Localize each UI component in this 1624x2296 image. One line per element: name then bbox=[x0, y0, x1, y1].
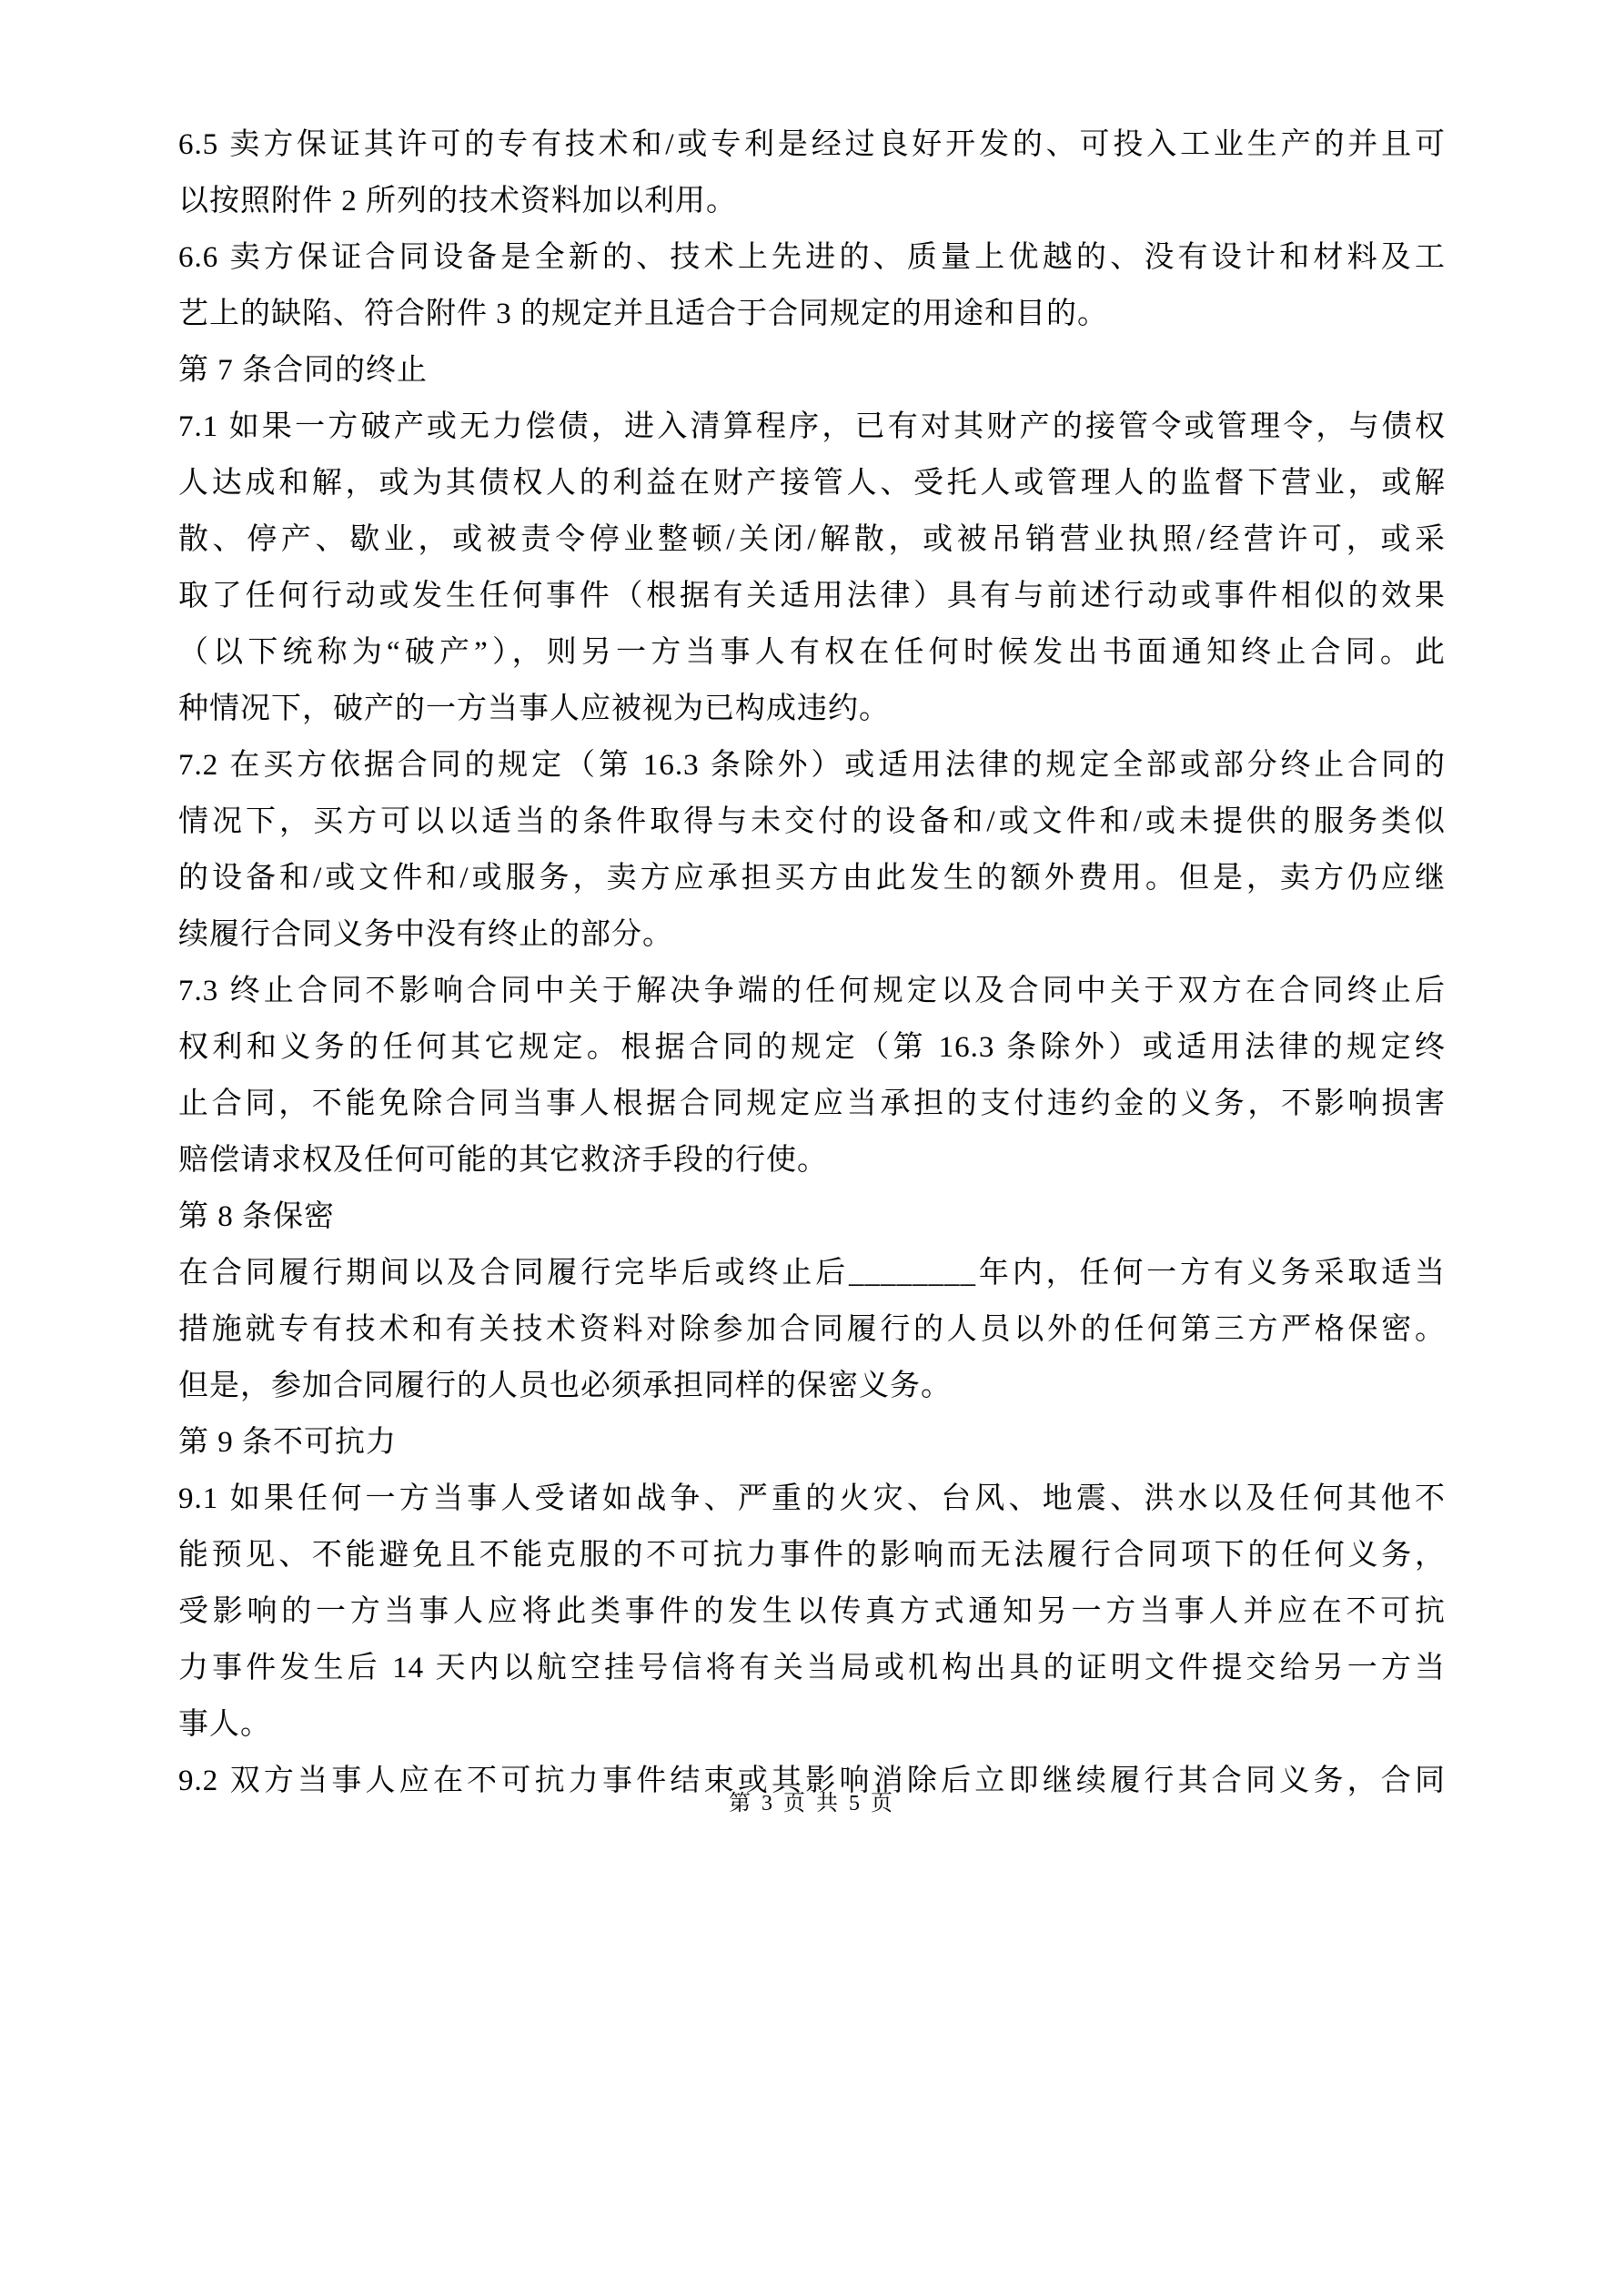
page-footer bbox=[0, 1785, 1624, 1822]
text-line: 6.5 卖方保证其许可的专有技术和/或专利是经过良好开发的、可投入工业生产的并且可 bbox=[178, 128, 1446, 161]
text-line: 力事件发生后 14 天内以航空挂号信将有关当局或机构出具的证明文件提交给另一方当 bbox=[178, 1652, 1446, 1684]
text-line: 第 7 条合同的终止 bbox=[178, 354, 428, 387]
page-number: 第 3 页 共 5 页 bbox=[729, 1792, 895, 1816]
text-line: 受影响的一方当事人应将此类事件的发生以传真方式通知另一方当事人并应在不可抗 bbox=[178, 1595, 1446, 1628]
text-line: 6.6 卖方保证合同设备是全新的、技术上先进的、质量上优越的、没有设计和材料及工 bbox=[178, 241, 1446, 274]
text-line: 7.1 如果一方破产或无力偿债，进入清算程序，已有对其财产的接管令或管理令，与债权 bbox=[178, 410, 1446, 443]
text-line: 第 9 条不可抗力 bbox=[178, 1426, 397, 1459]
text-line: 散、停产、歇业，或被责令停业整顿/关闭/解散，或被吊销营业执照/经营许可，或采 bbox=[178, 523, 1446, 556]
text-line: 事人。 bbox=[178, 1708, 271, 1741]
text-line: 7.2 在买方依据合同的规定（第 16.3 条除外）或适用法律的规定全部或部分终止合同的 bbox=[178, 749, 1446, 782]
contract-body bbox=[178, 116, 1446, 1809]
text-line: 人达成和解，或为其债权人的利益在财产接管人、受托人或管理人的监督下营业，或解 bbox=[178, 467, 1446, 500]
text-line: 能预见、不能避免且不能克服的不可抗力事件的影响而无法履行合同项下的任何义务， bbox=[178, 1539, 1446, 1572]
text-line: 止合同，不能免除合同当事人根据合同规定应当承担的支付违约金的义务，不影响损害 bbox=[178, 1087, 1446, 1120]
text-line: 在合同履行期间以及合同履行完毕后或终止后________年内，任何一方有义务采取适当 bbox=[178, 1257, 1446, 1290]
text-line: （以下统称为“破产”），则另一方当事人有权在任何时候发出书面通知终止合同。此 bbox=[178, 636, 1446, 669]
text-line: 的设备和/或文件和/或服务，卖方应承担买方由此发生的额外费用。但是，卖方仍应继 bbox=[178, 862, 1446, 895]
text-line: 情况下，买方可以以适当的条件取得与未交付的设备和/或文件和/或未提供的服务类似 bbox=[178, 805, 1446, 838]
text-line: 9.2 双方当事人应在不可抗力事件结束或其影响消除后立即继续履行其合同义务，合同 bbox=[178, 1765, 1446, 1797]
text-line: 艺上的缺陷、符合附件 3 的规定并且适合于合同规定的用途和目的。 bbox=[178, 298, 1108, 330]
text-line: 续履行合同义务中没有终止的部分。 bbox=[178, 918, 673, 951]
text-line: 措施就专有技术和有关技术资料对除参加合同履行的人员以外的任何第三方严格保密。 bbox=[178, 1313, 1446, 1346]
text-line: 7.3 终止合同不影响合同中关于解决争端的任何规定以及合同中关于双方在合同终止后 bbox=[178, 975, 1446, 1007]
text-line: 种情况下，破产的一方当事人应被视为已构成违约。 bbox=[178, 693, 890, 725]
text-line: 但是，参加合同履行的人员也必须承担同样的保密义务。 bbox=[178, 1370, 952, 1402]
text-line: 第 8 条保密 bbox=[178, 1200, 335, 1233]
text-line: 权利和义务的任何其它规定。根据合同的规定（第 16.3 条除外）或适用法律的规定终 bbox=[178, 1031, 1446, 1064]
text-line: 以按照附件 2 所列的技术资料加以利用。 bbox=[178, 185, 737, 217]
text-line: 取了任何行动或发生任何事件（根据有关适用法律）具有与前述行动或事件相似的效果 bbox=[178, 580, 1446, 612]
text-line: 赔偿请求权及任何可能的其它救济手段的行使。 bbox=[178, 1144, 828, 1177]
text-line: 9.1 如果任何一方当事人受诸如战争、严重的火灾、台风、地震、洪水以及任何其他不 bbox=[178, 1482, 1446, 1515]
